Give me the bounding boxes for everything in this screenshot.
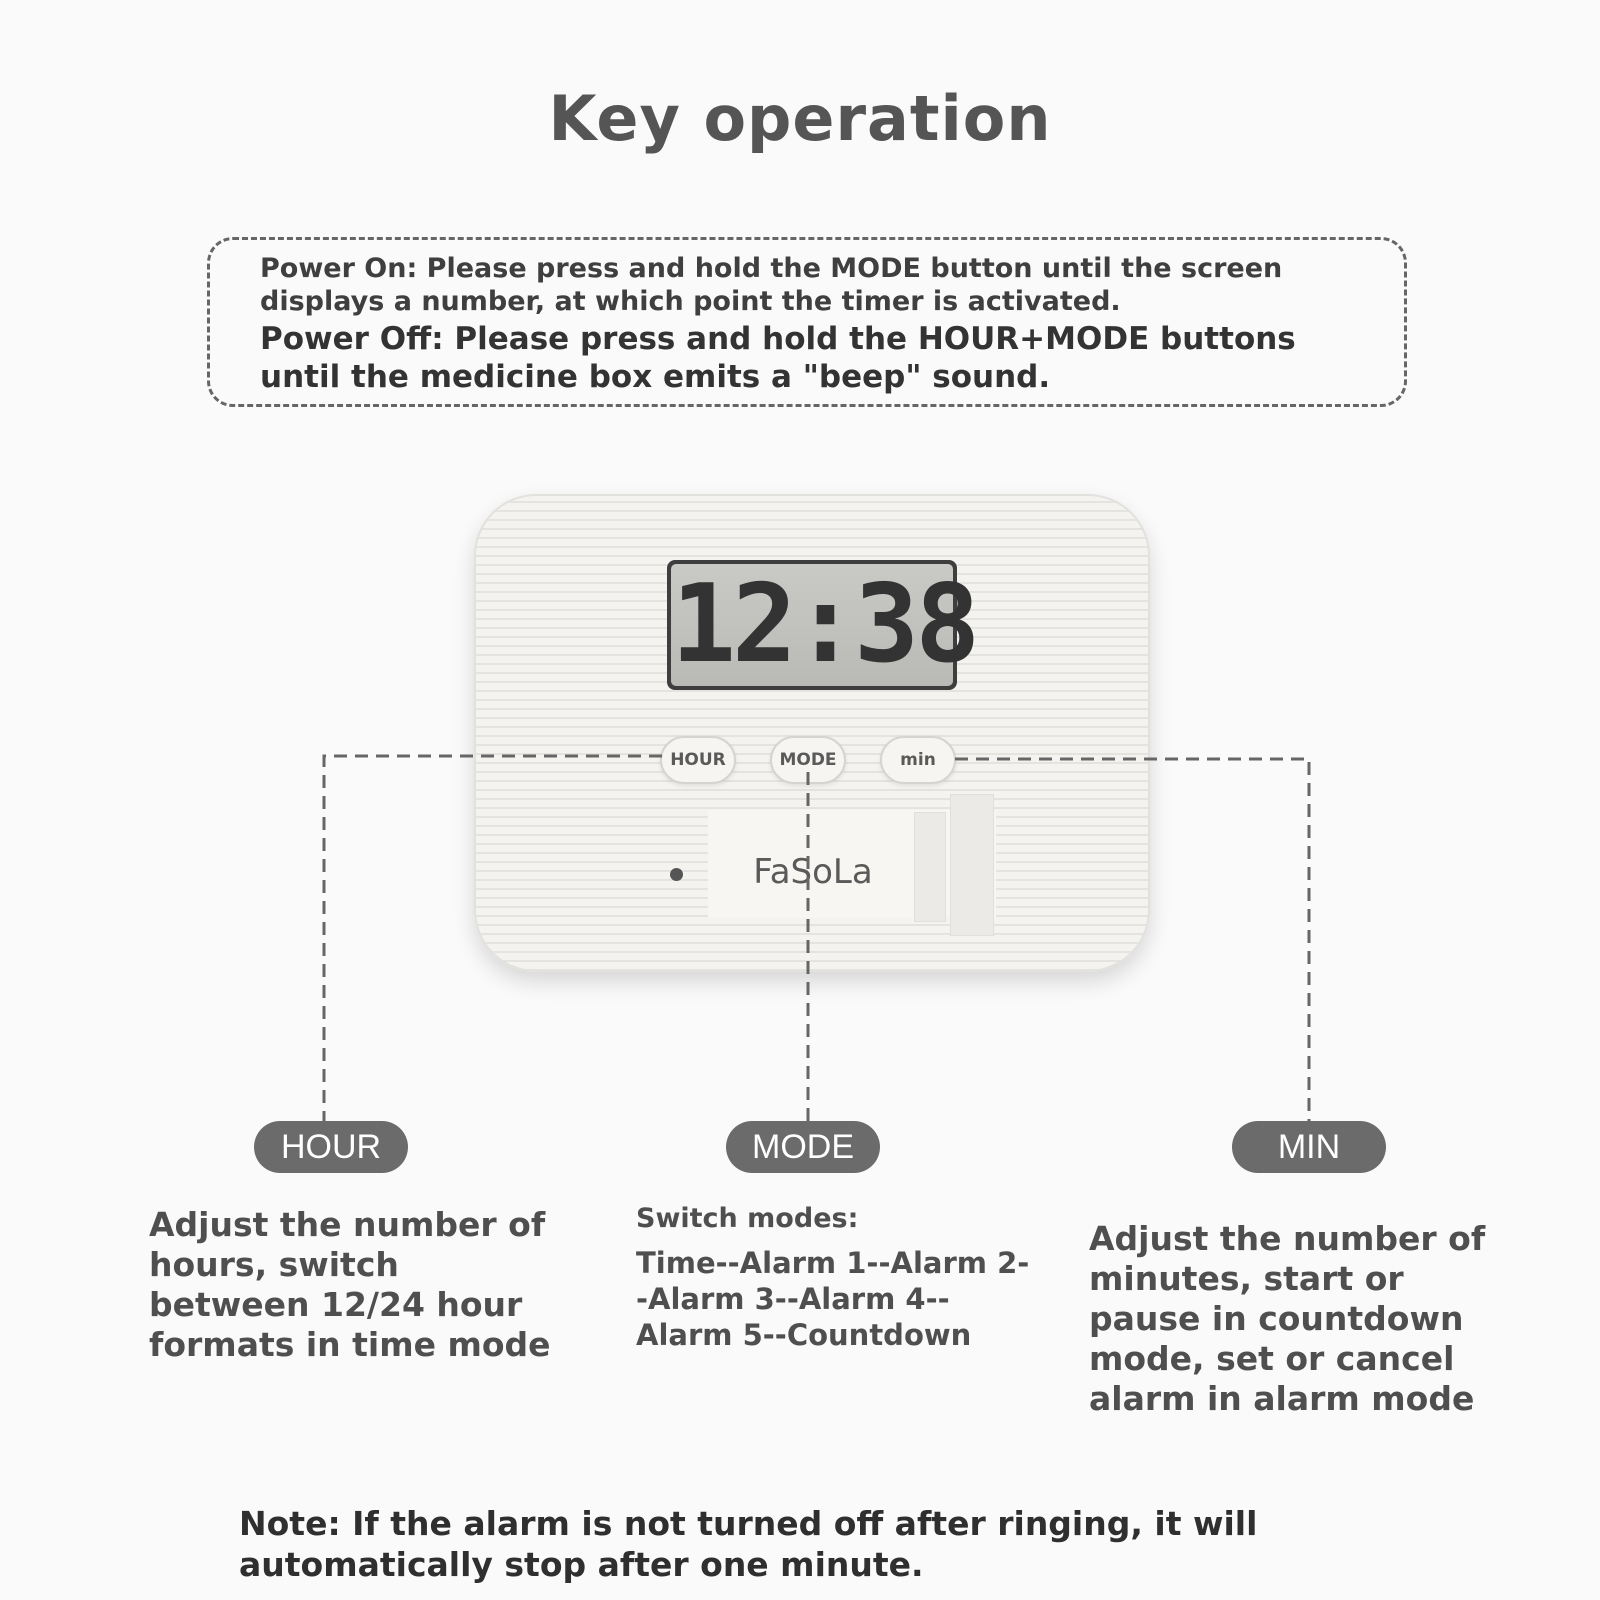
pill-box-device xyxy=(474,494,1150,972)
mode-key-label: MODE xyxy=(726,1121,880,1173)
lcd-screen xyxy=(671,562,977,687)
power-info-box xyxy=(207,237,1407,407)
min-key-label: MIN xyxy=(1232,1121,1386,1173)
page-title: Key operation xyxy=(548,82,1052,155)
hour-key-label: HOUR xyxy=(254,1121,408,1173)
mode-description: Time--Alarm 1--Alarm 2--Alarm 3--Alarm 4--Alarm 5--Countdown xyxy=(636,1246,1030,1352)
device-latch-ridge xyxy=(950,794,994,936)
power-off-text: Power Off: Please press and hold the HOUR+MODE buttons until the medicine box emits a "beep" sound. xyxy=(260,321,1296,395)
lcd-time-display: 12:38 xyxy=(671,562,977,687)
power-on-text: Power On: Please press and hold the MODE button until the screen displays a number, at which point the timer is activated. xyxy=(260,253,1283,317)
lcd-screen-frame xyxy=(667,560,977,690)
note-text: Note: If the alarm is not turned off after ringing, it will automatically stop after one minute. xyxy=(239,1504,1258,1584)
min-description: Adjust the number of minutes, start or pause in countdown mode, set or cancel alarm in alarm mode xyxy=(1089,1219,1486,1418)
device-min-button[interactable]: min xyxy=(880,736,956,784)
brand-logo: FaSoLa xyxy=(753,852,873,892)
device-hour-button[interactable]: HOUR xyxy=(660,736,736,784)
device-mode-button[interactable]: MODE xyxy=(770,736,846,784)
mode-description-heading: Switch modes: xyxy=(636,1203,859,1234)
indicator-dot xyxy=(670,868,683,881)
hour-description: Adjust the number of hours, switch between 12/24 hour formats in time mode xyxy=(149,1205,551,1364)
